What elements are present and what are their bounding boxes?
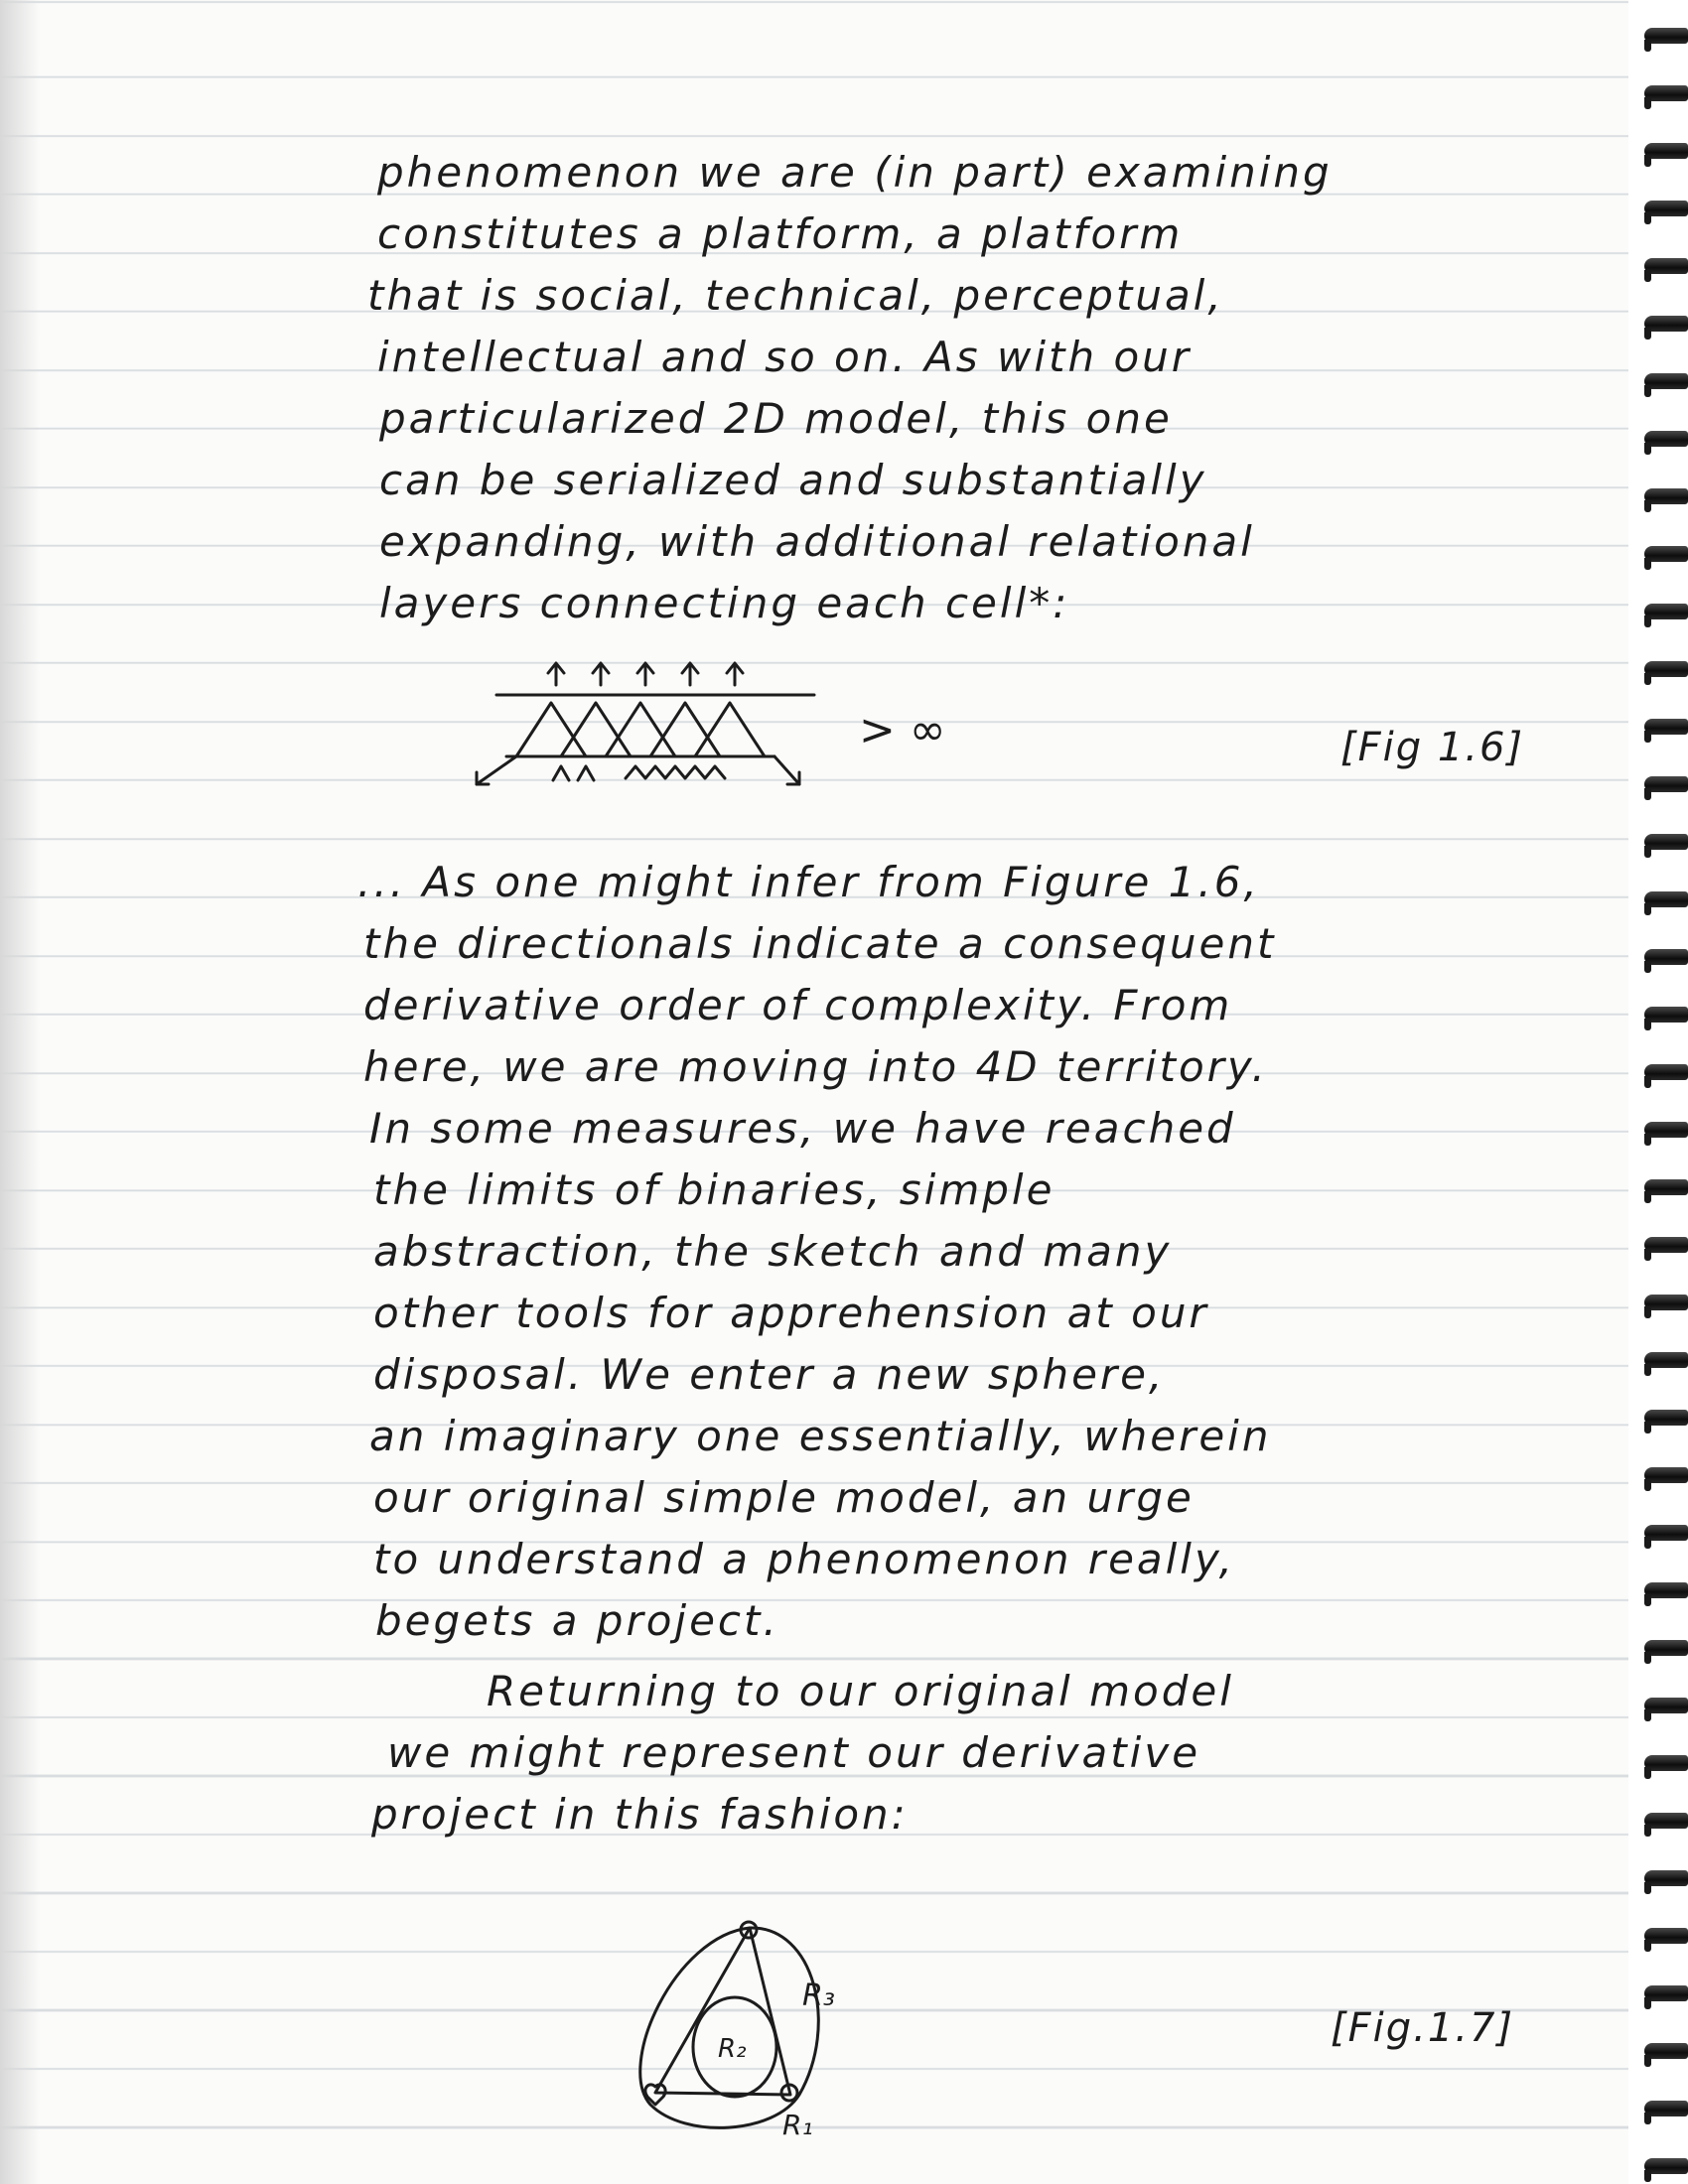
zigzag-arrows <box>626 766 725 778</box>
binding-ring <box>1640 1755 1688 1775</box>
text-line: we might represent our derivative <box>387 1728 1201 1777</box>
binding-ring <box>1640 1985 1688 2005</box>
text-line: the limits of binaries, simple <box>373 1165 1055 1214</box>
binding-ring <box>1640 1352 1688 1372</box>
text-line: abstraction, the sketch and many <box>373 1227 1173 1276</box>
down-arrows <box>553 766 594 780</box>
triangle-cell <box>695 703 765 756</box>
triangle-cell <box>650 703 720 756</box>
binding-ring <box>1640 1813 1688 1833</box>
text-line: constitutes a platform, a platform <box>377 209 1184 258</box>
up-arrow-icon <box>682 663 698 685</box>
binding-ring <box>1640 949 1688 969</box>
triangle-cell <box>516 703 586 756</box>
binding-ring <box>1640 2158 1688 2178</box>
figure-1-7-diagram <box>616 1906 894 2164</box>
binding-ring <box>1640 316 1688 336</box>
infinity-annotation: > ∞ <box>859 705 946 755</box>
text-line: ... As one might infer from Figure 1.6, <box>357 858 1260 906</box>
binding-ring <box>1640 1295 1688 1314</box>
up-arrow-icon <box>637 663 653 685</box>
down-right-arrow-icon <box>774 756 799 784</box>
binding-ring <box>1640 1007 1688 1026</box>
binding-ring <box>1640 258 1688 278</box>
triangle-cell <box>606 703 675 756</box>
text-line: our original simple model, an urge <box>373 1473 1195 1522</box>
text-line: an imaginary one essentially, wherein <box>369 1412 1272 1460</box>
text-line: derivative order of complexity. From <box>363 981 1233 1029</box>
binding-ring <box>1640 28 1688 48</box>
binding-ring <box>1640 1582 1688 1602</box>
text-line: can be serialized and substantially <box>379 456 1207 504</box>
binding-ring <box>1640 1698 1688 1717</box>
text-line: to understand a phenomenon really, <box>373 1535 1235 1583</box>
binding-ring <box>1640 1928 1688 1948</box>
binding-ring <box>1640 1870 1688 1890</box>
down-left-arrow-icon <box>477 756 516 784</box>
binding-ring <box>1640 546 1688 566</box>
binding-ring <box>1640 719 1688 739</box>
binding-ring <box>1640 201 1688 220</box>
binding-ring <box>1640 373 1688 393</box>
binding-ring <box>1640 2101 1688 2120</box>
binding-ring <box>1640 1122 1688 1142</box>
binding-ring <box>1640 2043 1688 2063</box>
binding-ring <box>1640 776 1688 796</box>
figure-1-7-label: [Fig.1.7] <box>1331 2005 1515 2051</box>
binding-ring <box>1640 143 1688 163</box>
figure-1-6-diagram <box>467 645 1023 804</box>
up-arrow-icon <box>548 663 564 685</box>
text-line: other tools for apprehension at our <box>373 1289 1209 1337</box>
binding-ring <box>1640 431 1688 451</box>
spiral-binding <box>1628 0 1688 2184</box>
binding-ring <box>1640 85 1688 105</box>
binding-ring <box>1640 1467 1688 1487</box>
text-line: expanding, with additional relational <box>379 517 1255 566</box>
up-arrow-icon <box>593 663 609 685</box>
triangle-cell <box>561 703 631 756</box>
text-line: phenomenon we are (in part) examining <box>377 148 1333 197</box>
binding-ring <box>1640 661 1688 681</box>
outer-sphere <box>640 1928 819 2127</box>
binding-ring <box>1640 834 1688 854</box>
text-line: disposal. We enter a new sphere, <box>373 1350 1166 1399</box>
text-line: the directionals indicate a consequent <box>363 919 1277 968</box>
text-line: here, we are moving into 4D territory. <box>363 1042 1268 1091</box>
text-line: In some measures, we have reached <box>369 1104 1236 1153</box>
binding-ring <box>1640 1525 1688 1545</box>
binding-ring <box>1640 1179 1688 1199</box>
binding-ring <box>1640 604 1688 623</box>
text-line: begets a project. <box>375 1596 779 1645</box>
text-line: intellectual and so on. As with our <box>377 333 1193 381</box>
r3-label: R₃ <box>802 1979 835 2013</box>
up-arrow-icon <box>727 663 743 685</box>
triangle <box>655 1928 790 2095</box>
text-line: layers connecting each cell*: <box>379 579 1070 627</box>
text-line: Returning to our original model <box>487 1667 1234 1715</box>
binding-ring <box>1640 1640 1688 1660</box>
text-line: particularized 2D model, this one <box>379 394 1173 443</box>
binding-ring <box>1640 1410 1688 1430</box>
r2-label: R₂ <box>718 2034 747 2064</box>
binding-ring <box>1640 488 1688 508</box>
text-line: that is social, technical, perceptual, <box>367 271 1224 320</box>
binding-ring <box>1640 1237 1688 1257</box>
binding-ring <box>1640 1064 1688 1084</box>
binding-ring <box>1640 891 1688 911</box>
r1-label: R₁ <box>782 2109 813 2141</box>
page-edge-shadow <box>0 0 40 2184</box>
figure-1-6-label: [Fig 1.6] <box>1340 725 1525 770</box>
text-line: project in this fashion: <box>371 1790 909 1839</box>
